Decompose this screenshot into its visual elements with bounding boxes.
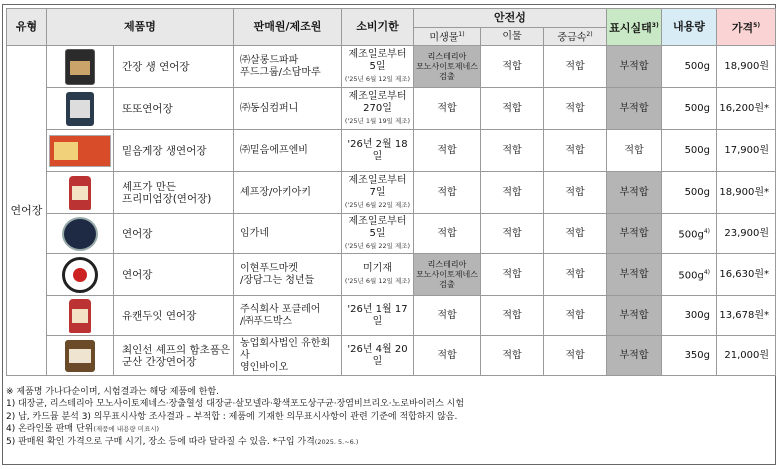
expiry-note: ('25년 1월 19일 제조) <box>344 116 411 125</box>
product-image-cell <box>47 172 114 214</box>
tin-image <box>62 257 98 293</box>
header-foreign: 이물 <box>481 28 544 46</box>
microbe-result <box>414 172 481 214</box>
text-line: ㈜동심컴퍼니 <box>240 102 299 114</box>
jar3-image <box>65 340 95 372</box>
text-line: 셰프가 만든 <box>122 180 177 193</box>
microbe-result <box>414 88 481 130</box>
label-status: 부적합 <box>607 46 662 88</box>
text-line: 연어장 <box>122 227 153 240</box>
content-value: 500g <box>684 102 710 114</box>
text-line: 주식회사 포클레어 <box>240 303 321 315</box>
product-label-graphic <box>70 100 90 118</box>
expiry-date <box>342 214 414 254</box>
label-status: 부적합 <box>607 172 662 214</box>
table-row <box>7 254 776 296</box>
text-line: 제조일로부터 <box>348 90 407 102</box>
text-line: '26년 4월 20일 <box>347 343 408 367</box>
header-expiry: 소비기한 <box>342 9 414 46</box>
text-line: 셰프장/아키아키 <box>240 186 311 198</box>
price: 21,000원 <box>717 336 776 376</box>
content-value: 500g <box>684 60 710 72</box>
content-amount <box>662 46 717 88</box>
text-line: 제조일로부터 <box>348 48 407 60</box>
text-line: 270일 <box>363 102 392 114</box>
text-line: 5일 <box>369 60 386 72</box>
text-line: 간장 생 연어장 <box>122 60 190 73</box>
jar-image <box>66 92 94 126</box>
seller-name <box>234 88 342 130</box>
text-line: 7일 <box>369 186 386 198</box>
label-status: 부적합 <box>607 214 662 254</box>
table-row <box>7 88 776 130</box>
text-line: 프리미엄장(연어장) <box>122 192 212 205</box>
price: 16,200원* <box>717 88 776 130</box>
product-name <box>114 172 234 214</box>
text-line: 임가네 <box>240 227 269 239</box>
tub-image <box>62 217 98 251</box>
content-amount <box>662 130 717 172</box>
product-image-cell <box>47 214 114 254</box>
text-line: 적합 <box>437 144 457 156</box>
seller-name <box>234 336 342 376</box>
box-image <box>49 135 111 167</box>
price: 18,900원 <box>717 46 776 88</box>
note-2: 2) 납, 카드뮴 분석 3) 의무표시사항 조사결과 – 부적합 : 제품에 기재한 의무표시사항이 관련 기준에 적합하지 않음. <box>6 411 458 422</box>
product-image-cell <box>47 296 114 336</box>
text-line: /㈜푸드박스 <box>240 315 293 327</box>
text-line: 최인선 셰프의 함초품은 <box>122 343 231 356</box>
label-status: 부적합 <box>607 254 662 296</box>
text-line: 검출 <box>439 279 455 289</box>
expiry-date <box>342 46 414 88</box>
text-line: '26년 1월 17일 <box>347 303 408 327</box>
seller-name <box>234 130 342 172</box>
product-image-cell <box>47 88 114 130</box>
product-image-cell <box>47 46 114 88</box>
content-amount <box>662 172 717 214</box>
label-status: 부적합 <box>607 88 662 130</box>
label-status: 부적합 <box>607 296 662 336</box>
expiry-date <box>342 130 414 172</box>
text-line: ㈜살롱드파파 <box>240 54 299 66</box>
text-line: '26년 2월 18일 <box>347 138 408 162</box>
text-line: 유캔두잇 연어장 <box>122 309 197 322</box>
seller-name <box>234 46 342 88</box>
text-line: 영인바이오 <box>240 361 289 373</box>
content-amount <box>662 254 717 296</box>
note-0: ※ 제품명 가나다순이며, 시험결과는 해당 제품에 한함. <box>6 387 220 397</box>
content-amount <box>662 88 717 130</box>
price: 13,678원* <box>717 296 776 336</box>
foreign-matter-result: 적합 <box>481 214 544 254</box>
note-5: 5) 판매원 확인 가격으로 구매 시기, 장소 등에 따라 달라질 수 있음. *구입 가격(2025. 5.~6.) <box>6 436 359 447</box>
header-metal: 중금속$^{2)}$ <box>544 28 607 46</box>
heavy-metal-result: 적합 <box>544 172 607 214</box>
seller-name <box>234 172 342 214</box>
product-label-graphic <box>72 186 88 200</box>
text-line: /장담그는 청년들 <box>240 274 315 286</box>
product-name <box>114 46 234 88</box>
heavy-metal-result: 적합 <box>544 336 607 376</box>
heavy-metal-result: 적합 <box>544 296 607 336</box>
expiry-note: ('25년 6월 12일 제조) <box>344 276 411 285</box>
text-line: 또또연어장 <box>122 102 173 115</box>
label-status: 부적합 <box>607 336 662 376</box>
text-line: 이현푸드마켓 <box>240 262 298 274</box>
text-line: 농업회사법인 유한회사 <box>240 337 331 361</box>
category-cell: 연어장 <box>7 46 47 376</box>
content-value: 350g <box>684 349 710 361</box>
expiry-note: ('25년 6월 22일 제조) <box>344 241 411 250</box>
product-name <box>114 296 234 336</box>
expiry-note: ('25년 6월 22일 제조) <box>344 200 411 209</box>
expiry-date <box>342 172 414 214</box>
text-line: 5일 <box>369 227 386 239</box>
content-amount <box>662 336 717 376</box>
text-line: 적합 <box>437 227 457 239</box>
expiry-date <box>342 88 414 130</box>
content-footnote-mark: 4) <box>703 227 710 235</box>
note-1: 1) 대장균, 리스테리아 모노사이토제네스·장출혈성 대장균·살모넬라·황색포도상구균·장염비브리오·노로바이러스 시험 <box>6 399 465 410</box>
text-line: 적합 <box>437 309 457 321</box>
microbe-result <box>414 254 481 296</box>
content-value: 500g <box>684 144 710 156</box>
seller-name <box>234 254 342 296</box>
text-line: 적합 <box>437 186 457 198</box>
label-status: 적합 <box>607 130 662 172</box>
product-label-graphic <box>54 142 78 160</box>
text-line: 리스테리아 <box>427 259 467 269</box>
foreign-matter-result: 적합 <box>481 46 544 88</box>
expiry-date <box>342 296 414 336</box>
header-product: 제품명 <box>47 9 234 46</box>
product-image-cell <box>47 130 114 172</box>
microbe-result <box>414 130 481 172</box>
header-microbe: 미생물$^{1)}$ <box>414 28 481 46</box>
table-row <box>7 296 776 336</box>
product-name <box>114 336 234 376</box>
product-image-cell <box>47 336 114 376</box>
note-3: 4) 온라인몰 판매 단위(제품에 내용량 미표시) <box>6 424 160 435</box>
footnotes <box>6 386 464 448</box>
text-line: 검출 <box>439 71 455 81</box>
price: 18,900원* <box>717 172 776 214</box>
foreign-matter-result: 적합 <box>481 130 544 172</box>
table-row <box>7 172 776 214</box>
header-safety: 안전성 <box>414 9 607 28</box>
heavy-metal-result: 적합 <box>544 214 607 254</box>
text-line: 모노사이토제네스 <box>416 61 478 71</box>
table-row <box>7 130 776 172</box>
header-seller: 판매원/제조원 <box>234 9 342 46</box>
foreign-matter-result: 적합 <box>481 88 544 130</box>
text-line: 리스테리아 <box>427 51 467 61</box>
expiry-note: ('25년 6월 12일 제조) <box>344 74 411 83</box>
table-row <box>7 214 776 254</box>
microbe-result <box>414 336 481 376</box>
product-name <box>114 214 234 254</box>
expiry-date <box>342 336 414 376</box>
seller-name <box>234 214 342 254</box>
product-image-cell <box>47 254 114 296</box>
content-value: 500g <box>678 229 704 241</box>
content-amount <box>662 296 717 336</box>
soy-jar-image <box>65 49 95 85</box>
product-label-graphic <box>73 268 87 282</box>
text-line: 연어장 <box>122 268 153 281</box>
heavy-metal-result: 적합 <box>544 130 607 172</box>
foreign-matter-result: 적합 <box>481 172 544 214</box>
product-name <box>114 130 234 172</box>
text-line: 제조일로부터 <box>348 215 407 227</box>
text-line: ㈜밑음에프엔비 <box>240 144 308 156</box>
content-value: 500g <box>684 186 710 198</box>
text-line: 적합 <box>437 349 457 361</box>
seller-name <box>234 296 342 336</box>
price: 23,900원 <box>717 214 776 254</box>
content-value: 300g <box>684 309 710 321</box>
product-table <box>6 8 776 376</box>
heavy-metal-result: 적합 <box>544 46 607 88</box>
text-line: 군산 간장연어장 <box>122 355 197 368</box>
product-label-graphic <box>72 309 88 323</box>
header-price: 가격$^{5)}$ <box>717 9 776 46</box>
foreign-matter-result: 적합 <box>481 336 544 376</box>
content-value: 500g <box>678 270 704 282</box>
product-label-graphic <box>70 61 90 75</box>
header-content: 내용량 <box>662 9 717 46</box>
content-footnote-mark: 4) <box>703 268 710 276</box>
product-name <box>114 88 234 130</box>
header-label: 표시실태$^{3)}$ <box>607 9 662 46</box>
text-line: 밑음게장 생연어장 <box>122 144 207 157</box>
foreign-matter-result: 적합 <box>481 296 544 336</box>
price: 16,630원* <box>717 254 776 296</box>
bag-image <box>69 176 91 210</box>
expiry-date <box>342 254 414 296</box>
microbe-result <box>414 214 481 254</box>
table-row <box>7 336 776 376</box>
text-line: 제조일로부터 <box>348 174 407 186</box>
bottle-image <box>69 299 91 333</box>
text-line: 미기재 <box>363 262 392 274</box>
heavy-metal-result: 적합 <box>544 88 607 130</box>
heavy-metal-result: 적합 <box>544 254 607 296</box>
header-type: 유형 <box>7 9 47 46</box>
product-label-graphic <box>69 349 91 363</box>
foreign-matter-result: 적합 <box>481 254 544 296</box>
text-line: 적합 <box>437 102 457 114</box>
table-row <box>7 46 776 88</box>
microbe-result <box>414 296 481 336</box>
microbe-result <box>414 46 481 88</box>
product-name <box>114 254 234 296</box>
content-amount <box>662 214 717 254</box>
price: 17,900원 <box>717 130 776 172</box>
text-line: 모노사이토제네스 <box>416 269 478 279</box>
text-line: 푸드그룹/소담마루 <box>240 66 321 78</box>
